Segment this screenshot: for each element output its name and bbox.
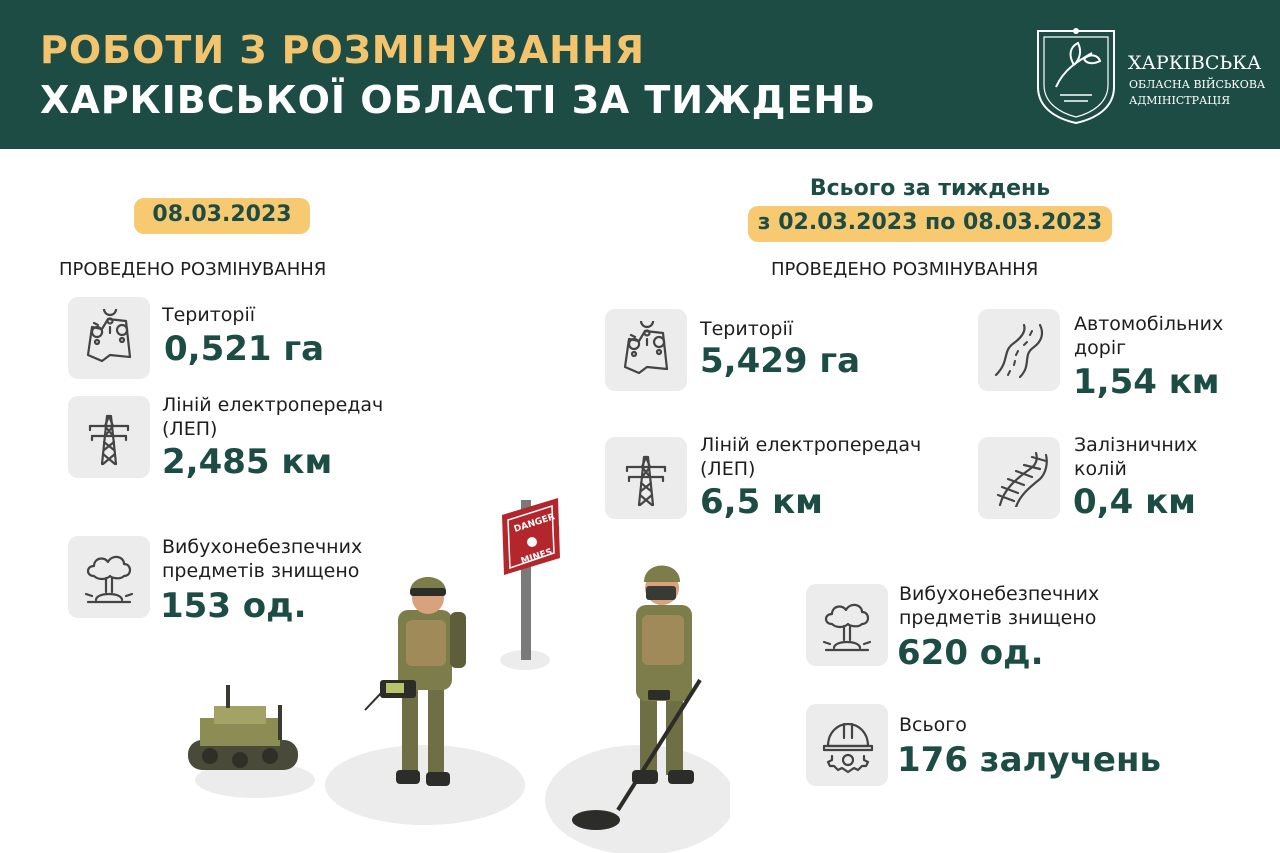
weekly-power-label-2: (ЛЕП) [700, 458, 756, 480]
weekly-range-badge: з 02.03.2023 по 08.03.2023 [748, 206, 1112, 242]
header-bar [0, 0, 1280, 149]
weekly-section-label: ПРОВЕДЕНО РОЗМІНУВАННЯ [771, 259, 1039, 280]
org-name-line-2: ОБЛАСНА ВІЙСЬКОВА [1129, 78, 1266, 91]
weekly-personnel-label: Всього [899, 714, 967, 736]
daily-territory-label: Території [162, 304, 256, 326]
road-icon [990, 321, 1048, 379]
weekly-power-value: 6,5 км [700, 482, 823, 522]
deminers-illustration [170, 480, 730, 853]
org-name-line-1: ХАРКІВСЬКА [1128, 52, 1262, 74]
weekly-territory-value: 5,429 га [700, 341, 861, 381]
weekly-explosive-icon-box [806, 584, 888, 666]
weekly-territory-label: Території [700, 318, 794, 340]
personnel-icon-box [806, 704, 888, 786]
coat-of-arms-icon [1034, 25, 1118, 125]
explosion-icon [818, 596, 876, 654]
weekly-power-label: Ліній електропередач [700, 434, 922, 456]
daily-explosive-label-2: предметів знищено [162, 560, 360, 582]
map-pin-icon [617, 321, 675, 379]
weekly-explosive-label: Вибухонебезпечних [899, 583, 1100, 605]
daily-explosive-value: 153 од. [160, 586, 307, 626]
power-line-icon-box [68, 396, 150, 478]
railway-icon [990, 449, 1048, 507]
daily-power-label: Ліній електропередач [162, 394, 384, 416]
danger-sign-icon [502, 498, 560, 660]
daily-section-label: ПРОВЕДЕНО РОЗМІНУВАННЯ [59, 259, 327, 280]
weekly-railway-value: 0,4 км [1073, 482, 1196, 522]
weekly-railway-label-2: колій [1074, 458, 1127, 480]
explosive-icon-box [68, 536, 150, 618]
title-line-1: РОБОТИ З РОЗМІНУВАННЯ [40, 28, 646, 72]
railway-icon-box [978, 437, 1060, 519]
weekly-railway-label: Залізничних [1074, 434, 1198, 456]
daily-explosive-label: Вибухонебезпечних [162, 536, 363, 558]
explosion-icon [80, 548, 138, 606]
territory-icon-box [68, 297, 150, 379]
title-line-2: ХАРКІВСЬКОЇ ОБЛАСТІ ЗА ТИЖДЕНЬ [40, 78, 877, 122]
road-icon-box [978, 309, 1060, 391]
weekly-personnel-value: 176 залучень [897, 740, 1161, 780]
daily-power-value: 2,485 км [162, 442, 333, 482]
weekly-explosive-value: 620 од. [897, 633, 1044, 673]
weekly-road-value: 1,54 км [1073, 362, 1220, 402]
map-pin-icon [80, 309, 138, 367]
daily-power-label-2: (ЛЕП) [162, 418, 218, 440]
daily-date-badge: 08.03.2023 [134, 198, 310, 234]
weekly-territory-icon-box [605, 309, 687, 391]
power-line-icon [80, 408, 138, 466]
weekly-heading: Всього за тиждень [809, 176, 1051, 201]
sign-text-mines: MINES [519, 547, 554, 567]
weekly-road-label: Автомобільних [1074, 313, 1224, 335]
weekly-road-label-2: доріг [1074, 337, 1127, 359]
org-name-line-3: АДМІНІСТРАЦІЯ [1129, 94, 1231, 107]
weekly-explosive-label-2: предметів знищено [899, 607, 1097, 629]
hard-hat-icon [818, 716, 876, 774]
sign-text-danger: DANGER [512, 512, 557, 535]
daily-territory-value: 0,521 га [164, 329, 325, 369]
demining-robot-icon [188, 685, 298, 770]
